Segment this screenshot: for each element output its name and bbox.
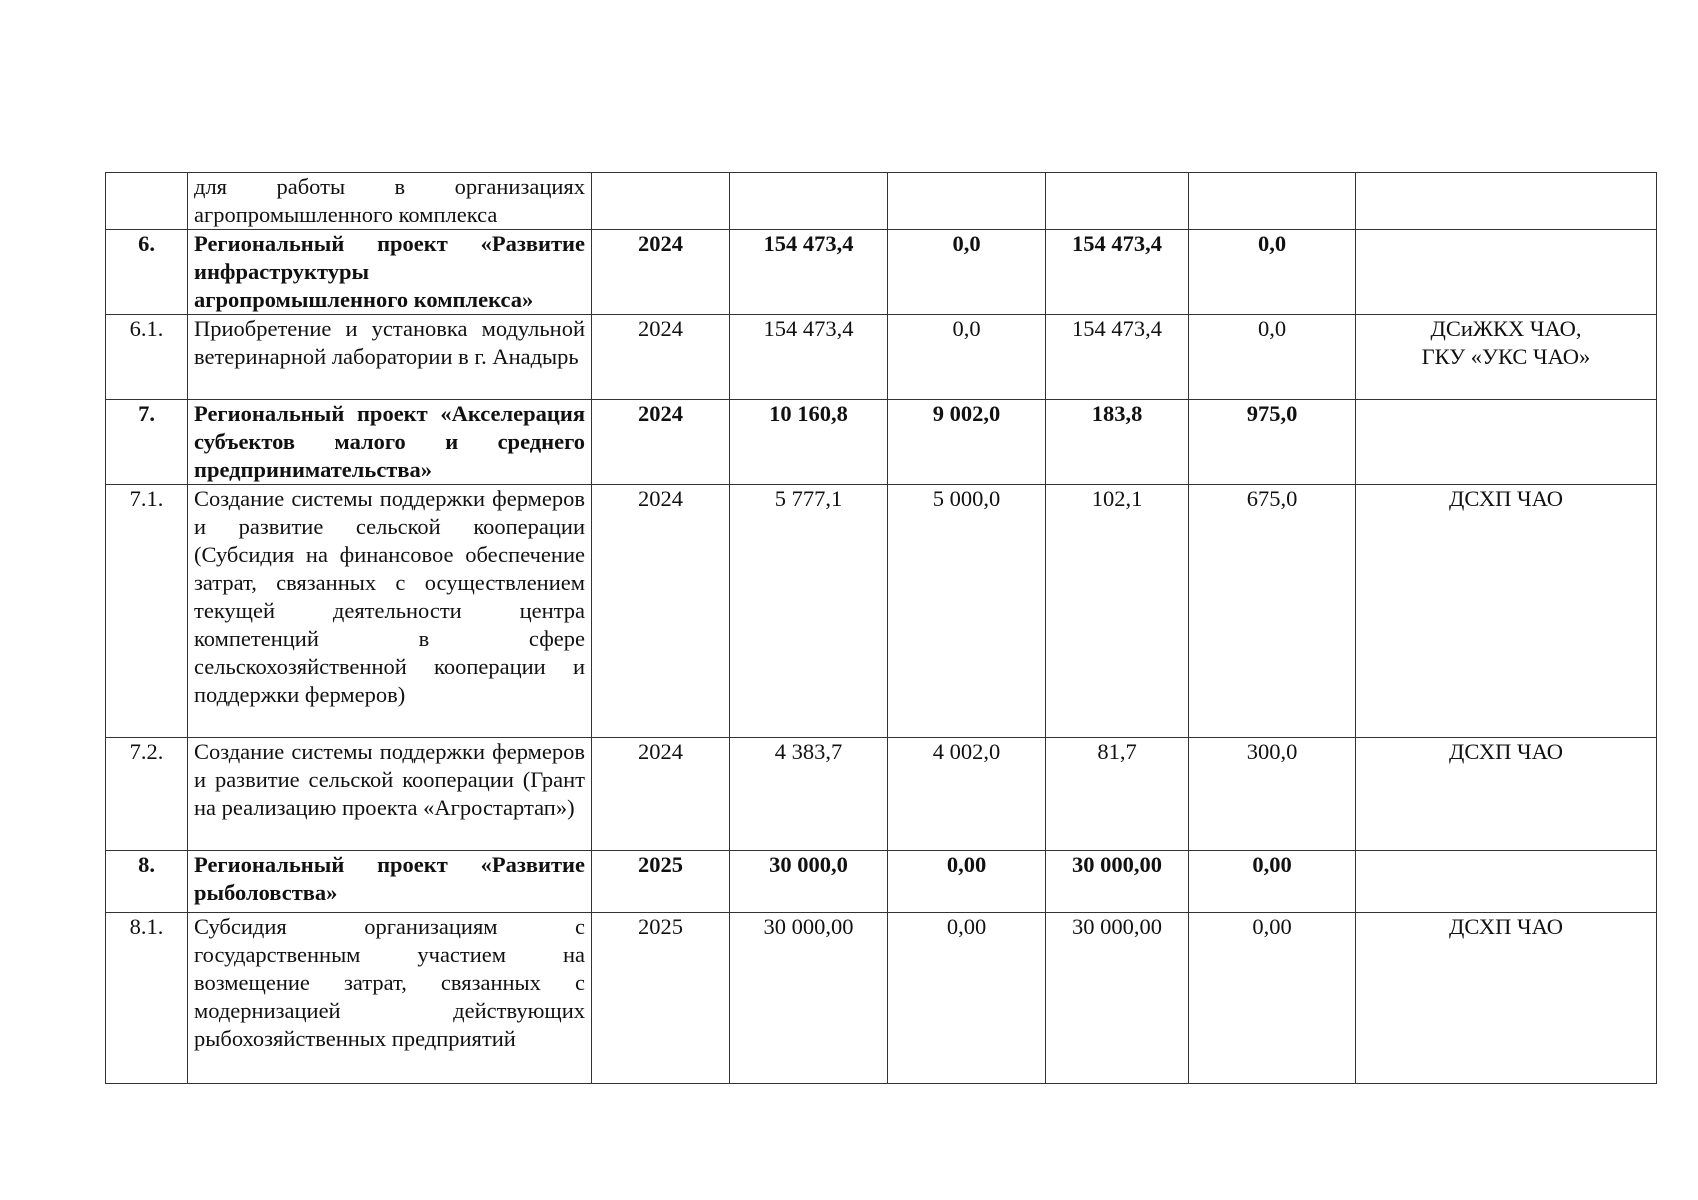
row-regional: 81,7 [1046,738,1189,851]
row-name: Субсидия организациям с государственным участием на возмещение затрат, связанных с модернизацией действующих рыбохозяйственных предприятий [188,913,592,1084]
row-executor [1356,315,1657,400]
row-year: 2024 [592,230,730,315]
row-year: 2024 [592,400,730,485]
row-year [592,173,730,230]
row-federal: 0,0 [888,230,1046,315]
row-local [1189,173,1356,230]
table-row [106,400,1657,485]
row-total: 5 777,1 [730,485,888,738]
table-body [106,173,1657,1084]
row-federal: 0,00 [888,851,1046,913]
row-local: 0,00 [1189,851,1356,913]
program-funding-table [105,172,1657,1084]
row-executor [1356,400,1657,485]
table-row [106,851,1657,913]
row-number: 7.2. [106,738,188,851]
row-number: 8. [106,851,188,913]
row-total: 154 473,4 [730,315,888,400]
row-local: 975,0 [1189,400,1356,485]
row-name: Региональный проект «Развитие рыболовства» [188,851,592,913]
executor-line: ДСХП ЧАО [1449,486,1563,511]
table-row [106,173,1657,230]
row-executor [1356,173,1657,230]
row-total: 4 383,7 [730,738,888,851]
row-federal: 4 002,0 [888,738,1046,851]
row-regional: 183,8 [1046,400,1189,485]
row-executor [1356,913,1657,1084]
row-regional: 102,1 [1046,485,1189,738]
executor-line: ДСиЖКХ ЧАО, [1430,316,1582,341]
executor-line: ДСХП ЧАО [1449,739,1563,764]
row-name: Приобретение и установка модульной ветеринарной лаборатории в г. Анадырь [188,315,592,400]
row-name: Создание системы поддержки фермеров и развитие сельской кооперации (Субсидия на финансовое обеспечение затрат, связанных с осуществлением текущей деятельности центра компетенций в сфере сельскохозяйственной кооперации и поддержки фермеров) [188,485,592,738]
row-number: 7.1. [106,485,188,738]
row-regional: 30 000,00 [1046,851,1189,913]
row-number [106,173,188,230]
row-federal: 0,00 [888,913,1046,1084]
row-executor [1356,851,1657,913]
row-executor [1356,230,1657,315]
row-total [730,173,888,230]
row-federal: 5 000,0 [888,485,1046,738]
row-local: 0,0 [1189,315,1356,400]
row-total: 10 160,8 [730,400,888,485]
executor-line: ГКУ «УКС ЧАО» [1421,344,1591,369]
row-year: 2024 [592,315,730,400]
row-number: 6. [106,230,188,315]
row-year: 2025 [592,851,730,913]
row-number: 7. [106,400,188,485]
table-row [106,485,1657,738]
row-name: Региональный проект «Акселерация субъектов малого и среднего предпринимательства» [188,400,592,485]
row-number: 6.1. [106,315,188,400]
row-year: 2025 [592,913,730,1084]
row-local: 0,00 [1189,913,1356,1084]
row-regional: 154 473,4 [1046,230,1189,315]
row-federal: 0,0 [888,315,1046,400]
row-regional: 154 473,4 [1046,315,1189,400]
table-row [106,738,1657,851]
row-name: для работы в организациях агропромышленного комплекса [188,173,592,230]
row-executor [1356,485,1657,738]
row-total: 154 473,4 [730,230,888,315]
row-local: 300,0 [1189,738,1356,851]
row-local: 675,0 [1189,485,1356,738]
executor-line: ДСХП ЧАО [1449,914,1563,939]
table-row [106,913,1657,1084]
row-executor [1356,738,1657,851]
table-row [106,230,1657,315]
row-total: 30 000,00 [730,913,888,1084]
row-federal [888,173,1046,230]
row-total: 30 000,0 [730,851,888,913]
row-number: 8.1. [106,913,188,1084]
row-regional [1046,173,1189,230]
row-federal: 9 002,0 [888,400,1046,485]
row-year: 2024 [592,485,730,738]
row-name: Региональный проект «Развитие инфраструктуры агропромышленного комплекса» [188,230,592,315]
row-regional: 30 000,00 [1046,913,1189,1084]
table-row [106,315,1657,400]
row-name: Создание системы поддержки фермеров и развитие сельской кооперации (Грант на реализацию проекта «Агростартап») [188,738,592,851]
row-local: 0,0 [1189,230,1356,315]
row-year: 2024 [592,738,730,851]
